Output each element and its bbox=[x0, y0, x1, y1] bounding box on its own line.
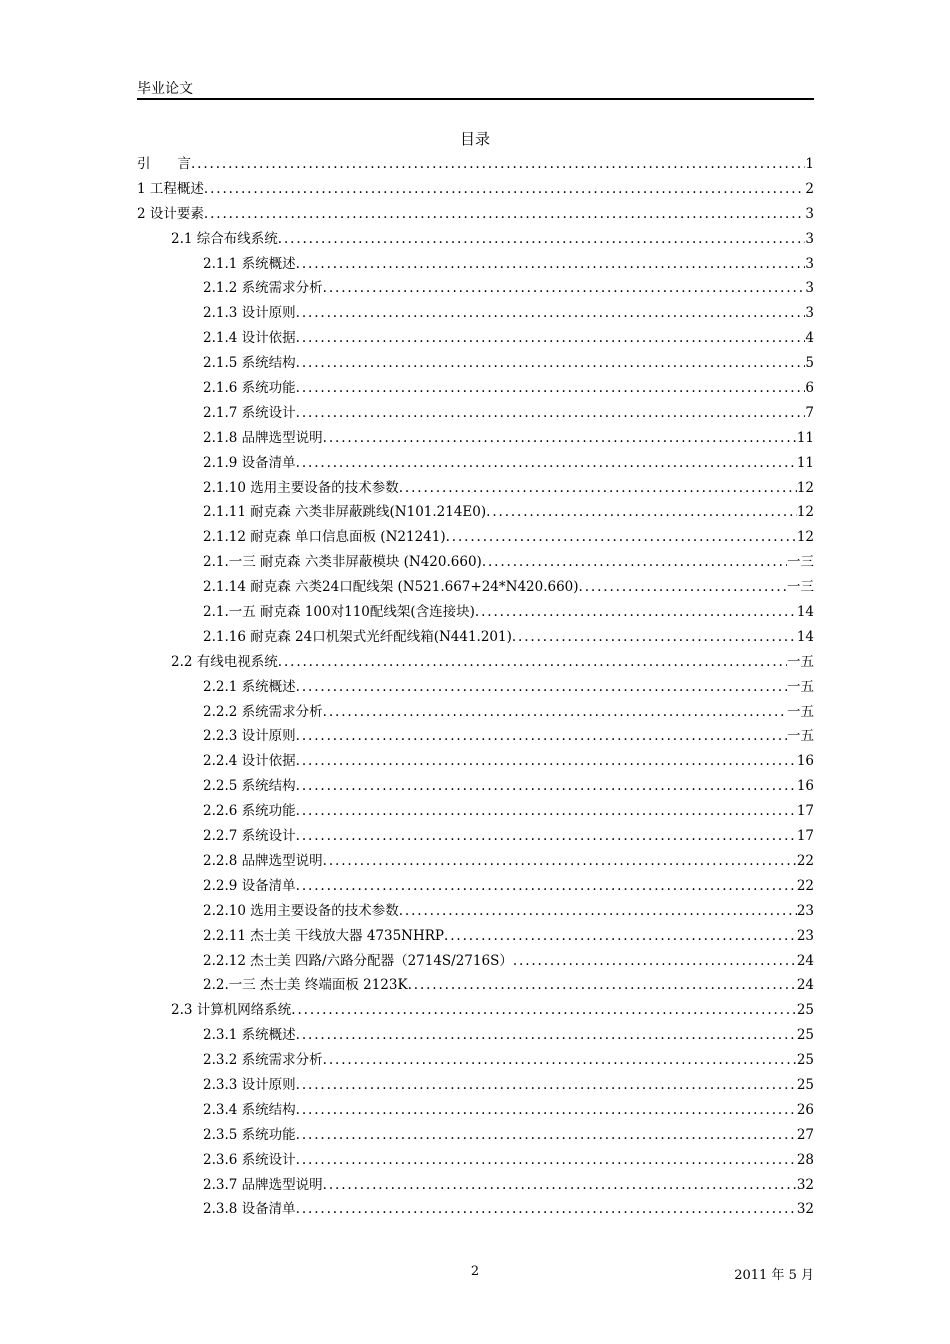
running-header: 毕业论文 bbox=[137, 81, 193, 97]
dot-leader bbox=[296, 1098, 797, 1123]
dot-leader bbox=[296, 1148, 797, 1173]
toc-entry-page: 5 bbox=[805, 355, 814, 372]
dot-leader bbox=[296, 1123, 797, 1148]
toc-entry-label: 2.2.7 系统设计 bbox=[203, 828, 296, 845]
toc-entry-label: 2.3.4 系统结构 bbox=[203, 1101, 296, 1118]
toc-entry-page: 26 bbox=[796, 1101, 814, 1118]
dot-leader bbox=[399, 899, 797, 924]
toc-entry[interactable] bbox=[137, 924, 814, 949]
dot-leader bbox=[296, 376, 806, 401]
toc-entry-label: 2.2.4 设计依据 bbox=[203, 753, 296, 770]
toc-entry-label: 2.1.2 系统需求分析 bbox=[203, 280, 323, 297]
toc-entry-page: 1 bbox=[805, 156, 814, 172]
toc-entry[interactable] bbox=[137, 451, 814, 476]
toc-entry[interactable] bbox=[137, 899, 814, 924]
dot-leader bbox=[512, 625, 797, 650]
toc-entry[interactable] bbox=[137, 799, 814, 824]
toc-entry-label: 2 设计要素 bbox=[137, 205, 204, 222]
toc-entry-label: 2.1 综合布线系统 bbox=[171, 230, 278, 247]
toc-entry-label: 2.2.2 系统需求分析 bbox=[203, 703, 323, 720]
toc-entry-page: 一三 bbox=[787, 554, 814, 571]
dot-leader bbox=[291, 998, 797, 1023]
toc-entry-page: 7 bbox=[805, 404, 814, 421]
toc-entry[interactable] bbox=[137, 1098, 814, 1123]
dot-leader bbox=[278, 650, 787, 675]
dot-leader bbox=[513, 949, 797, 974]
toc-entry-page: 3 bbox=[805, 205, 814, 222]
toc-entry-label: 2.3.2 系统需求分析 bbox=[203, 1052, 323, 1069]
toc-entry[interactable] bbox=[137, 1123, 814, 1148]
toc-entry[interactable] bbox=[137, 276, 814, 301]
toc-entry-page: 24 bbox=[796, 952, 814, 969]
dot-leader bbox=[278, 227, 806, 252]
toc-entry[interactable] bbox=[137, 700, 814, 725]
dot-leader bbox=[444, 924, 797, 949]
toc-entry-label: 1 工程概述 bbox=[137, 180, 204, 197]
toc-entry-page: 11 bbox=[796, 454, 814, 471]
dot-leader bbox=[296, 351, 806, 376]
toc-entry[interactable] bbox=[137, 874, 814, 899]
toc-entry-page: 一三 bbox=[787, 579, 814, 596]
dot-leader bbox=[296, 1023, 797, 1048]
toc-entry-label: 2.1.8 品牌选型说明 bbox=[203, 429, 323, 446]
toc-entry-label: 2.2.6 系统功能 bbox=[203, 803, 296, 820]
footer-date: 2011 年 5 月 bbox=[734, 1268, 814, 1283]
toc-entry-page: 3 bbox=[805, 305, 814, 322]
dot-leader bbox=[296, 749, 797, 774]
toc-entry[interactable] bbox=[137, 227, 814, 252]
toc-entry[interactable] bbox=[137, 824, 814, 849]
dot-leader bbox=[191, 152, 805, 177]
toc-entry[interactable] bbox=[137, 575, 814, 600]
toc-entry-page: 12 bbox=[796, 504, 814, 521]
toc-entry[interactable] bbox=[137, 426, 814, 451]
toc-entry-page: 28 bbox=[796, 1151, 814, 1168]
dot-leader bbox=[296, 301, 806, 326]
toc-entry[interactable] bbox=[137, 774, 814, 799]
toc-entry-page: 12 bbox=[796, 529, 814, 546]
toc-entry-page: 12 bbox=[796, 479, 814, 496]
toc-entry[interactable] bbox=[137, 401, 814, 426]
toc-entry-label: 2.3.3 设计原则 bbox=[203, 1076, 296, 1093]
toc-entry-label: 2.2.9 设备清单 bbox=[203, 877, 296, 894]
toc-entry[interactable] bbox=[137, 1023, 814, 1048]
dot-leader bbox=[296, 874, 797, 899]
dot-leader bbox=[408, 973, 797, 998]
toc-entry[interactable] bbox=[137, 476, 814, 501]
toc-entry-label: 2.1.14 耐克森 六类24口配线架 (N521.667+24*N420.660) bbox=[203, 579, 579, 596]
toc-entry[interactable] bbox=[137, 949, 814, 974]
toc-entry-page: 27 bbox=[796, 1126, 814, 1143]
toc-entry-page: 17 bbox=[796, 803, 814, 820]
dot-leader bbox=[323, 1048, 797, 1073]
toc-entry-label: 2.2.8 品牌选型说明 bbox=[203, 852, 323, 869]
dot-leader bbox=[482, 550, 787, 575]
toc-entry-label: 2.1.16 耐克森 24口机架式光纤配线箱(N441.201) bbox=[203, 628, 512, 645]
toc-entry-page: 一五 bbox=[787, 678, 814, 695]
toc-entry-page: 25 bbox=[796, 1052, 814, 1069]
toc-entry-page: 4 bbox=[805, 330, 814, 347]
toc-entry[interactable] bbox=[137, 252, 814, 277]
toc-entry-label: 2.3.6 系统设计 bbox=[203, 1151, 296, 1168]
toc-entry-label: 2.2.10 选用主要设备的技术参数 bbox=[203, 902, 399, 919]
toc-entry[interactable] bbox=[137, 351, 814, 376]
toc-entry-page: 14 bbox=[796, 628, 814, 645]
toc-entry-label: 2.1.一三 耐克森 六类非屏蔽模块 (N420.660) bbox=[203, 554, 482, 571]
toc-entry-page: 16 bbox=[796, 778, 814, 795]
toc-entry-page: 14 bbox=[796, 604, 814, 621]
toc-entry-page: 23 bbox=[796, 902, 814, 919]
toc-entry-page: 25 bbox=[796, 1002, 814, 1019]
toc-entry[interactable] bbox=[137, 301, 814, 326]
dot-leader bbox=[296, 1073, 797, 1098]
toc-entry-label: 2.1.12 耐克森 单口信息面板 (N21241) bbox=[203, 529, 446, 546]
page-number: 2 bbox=[470, 1264, 480, 1279]
toc-entry-label: 2.2.1 系统概述 bbox=[203, 678, 296, 695]
toc-entry[interactable] bbox=[137, 376, 814, 401]
toc-entry-label: 2.1.1 系统概述 bbox=[203, 255, 296, 272]
dot-leader bbox=[323, 1173, 797, 1198]
dot-leader bbox=[296, 799, 797, 824]
toc-entry-page: 3 bbox=[805, 280, 814, 297]
toc-entry-page: 25 bbox=[796, 1027, 814, 1044]
toc-entry-page: 32 bbox=[796, 1176, 814, 1193]
toc-entry-page: 一五 bbox=[787, 653, 814, 670]
toc-entry-page: 3 bbox=[805, 230, 814, 247]
toc-entry-label: 2.3.8 设备清单 bbox=[203, 1201, 296, 1218]
dot-leader bbox=[579, 575, 787, 600]
toc-entry-page: 17 bbox=[796, 828, 814, 845]
toc-entry-label: 2.2 有线电视系统 bbox=[171, 653, 278, 670]
toc-entry-label: 2.3.7 品牌选型说明 bbox=[203, 1176, 323, 1193]
toc-entry-label: 2.1.4 设计依据 bbox=[203, 330, 296, 347]
table-of-contents bbox=[137, 152, 814, 1222]
dot-leader bbox=[296, 401, 806, 426]
toc-entry[interactable] bbox=[137, 1148, 814, 1173]
toc-entry[interactable] bbox=[137, 650, 814, 675]
toc-entry-label: 2.1.5 系统结构 bbox=[203, 355, 296, 372]
dot-leader bbox=[296, 451, 797, 476]
toc-entry-label: 2.1.9 设备清单 bbox=[203, 454, 296, 471]
toc-entry-page: 25 bbox=[796, 1076, 814, 1093]
toc-entry[interactable] bbox=[137, 1173, 814, 1198]
toc-entry-label: 2.3 计算机网络系统 bbox=[171, 1002, 292, 1019]
dot-leader bbox=[296, 326, 806, 351]
toc-entry-label: 2.1.10 选用主要设备的技术参数 bbox=[203, 479, 399, 496]
dot-leader bbox=[323, 426, 797, 451]
toc-entry-page: 24 bbox=[796, 977, 814, 994]
toc-entry[interactable] bbox=[137, 152, 814, 177]
toc-entry[interactable] bbox=[137, 1048, 814, 1073]
toc-entry-page: 一五 bbox=[787, 728, 814, 745]
toc-entry-label: 2.1.7 系统设计 bbox=[203, 404, 296, 421]
toc-entry[interactable] bbox=[137, 525, 814, 550]
toc-entry-page: 11 bbox=[796, 429, 814, 446]
toc-entry-label: 2.2.一三 杰士美 终端面板 2123K bbox=[203, 977, 408, 994]
toc-entry[interactable] bbox=[137, 550, 814, 575]
toc-entry[interactable] bbox=[137, 724, 814, 749]
dot-leader bbox=[486, 500, 797, 525]
toc-entry[interactable] bbox=[137, 625, 814, 650]
toc-entry-page: 3 bbox=[805, 255, 814, 272]
dot-leader bbox=[323, 849, 797, 874]
toc-entry-page: 22 bbox=[796, 877, 814, 894]
dot-leader bbox=[204, 177, 806, 202]
toc-entry-page: 2 bbox=[805, 180, 814, 197]
dot-leader bbox=[475, 600, 797, 625]
dot-leader bbox=[296, 774, 797, 799]
toc-entry[interactable] bbox=[137, 500, 814, 525]
toc-entry[interactable] bbox=[137, 973, 814, 998]
dot-leader bbox=[446, 525, 797, 550]
toc-entry[interactable] bbox=[137, 177, 814, 202]
toc-entry-page: 6 bbox=[805, 380, 814, 397]
toc-entry[interactable] bbox=[137, 600, 814, 625]
toc-title: 目录 bbox=[459, 130, 490, 148]
dot-leader bbox=[323, 276, 806, 301]
dot-leader bbox=[323, 700, 787, 725]
dot-leader bbox=[399, 476, 797, 501]
toc-entry[interactable] bbox=[137, 326, 814, 351]
toc-entry-label: 2.1.一五 耐克森 100对110配线架(含连接块) bbox=[203, 604, 475, 621]
dot-leader bbox=[296, 1197, 797, 1222]
dot-leader bbox=[204, 202, 806, 227]
dot-leader bbox=[296, 824, 797, 849]
toc-entry-page: 32 bbox=[796, 1201, 814, 1218]
toc-entry[interactable] bbox=[137, 202, 814, 227]
toc-entry-label: 引 言 bbox=[137, 156, 191, 172]
toc-entry-label: 2.2.5 系统结构 bbox=[203, 778, 296, 795]
toc-entry-label: 2.3.5 系统功能 bbox=[203, 1126, 296, 1143]
toc-entry-label: 2.2.12 杰士美 四路/六路分配器（2714S/2716S） bbox=[203, 952, 513, 969]
toc-entry-label: 2.3.1 系统概述 bbox=[203, 1027, 296, 1044]
dot-leader bbox=[296, 724, 787, 749]
toc-entry-label: 2.2.3 设计原则 bbox=[203, 728, 296, 745]
dot-leader bbox=[296, 252, 806, 277]
toc-entry-label: 2.1.6 系统功能 bbox=[203, 380, 296, 397]
toc-entry-page: 一五 bbox=[787, 703, 814, 720]
header-rule bbox=[137, 98, 814, 100]
toc-entry-page: 16 bbox=[796, 753, 814, 770]
toc-entry-label: 2.1.11 耐克森 六类非屏蔽跳线(N101.214E0) bbox=[203, 504, 487, 521]
toc-entry-label: 2.2.11 杰士美 干线放大器 4735NHRP bbox=[203, 927, 445, 944]
dot-leader bbox=[296, 675, 787, 700]
toc-entry[interactable] bbox=[137, 1197, 814, 1222]
toc-entry[interactable] bbox=[137, 749, 814, 774]
toc-entry[interactable] bbox=[137, 675, 814, 700]
toc-entry-page: 23 bbox=[796, 927, 814, 944]
toc-entry-page: 22 bbox=[796, 852, 814, 869]
toc-entry[interactable] bbox=[137, 998, 814, 1023]
toc-entry-label: 2.1.3 设计原则 bbox=[203, 305, 296, 322]
toc-entry[interactable] bbox=[137, 849, 814, 874]
toc-entry[interactable] bbox=[137, 1073, 814, 1098]
